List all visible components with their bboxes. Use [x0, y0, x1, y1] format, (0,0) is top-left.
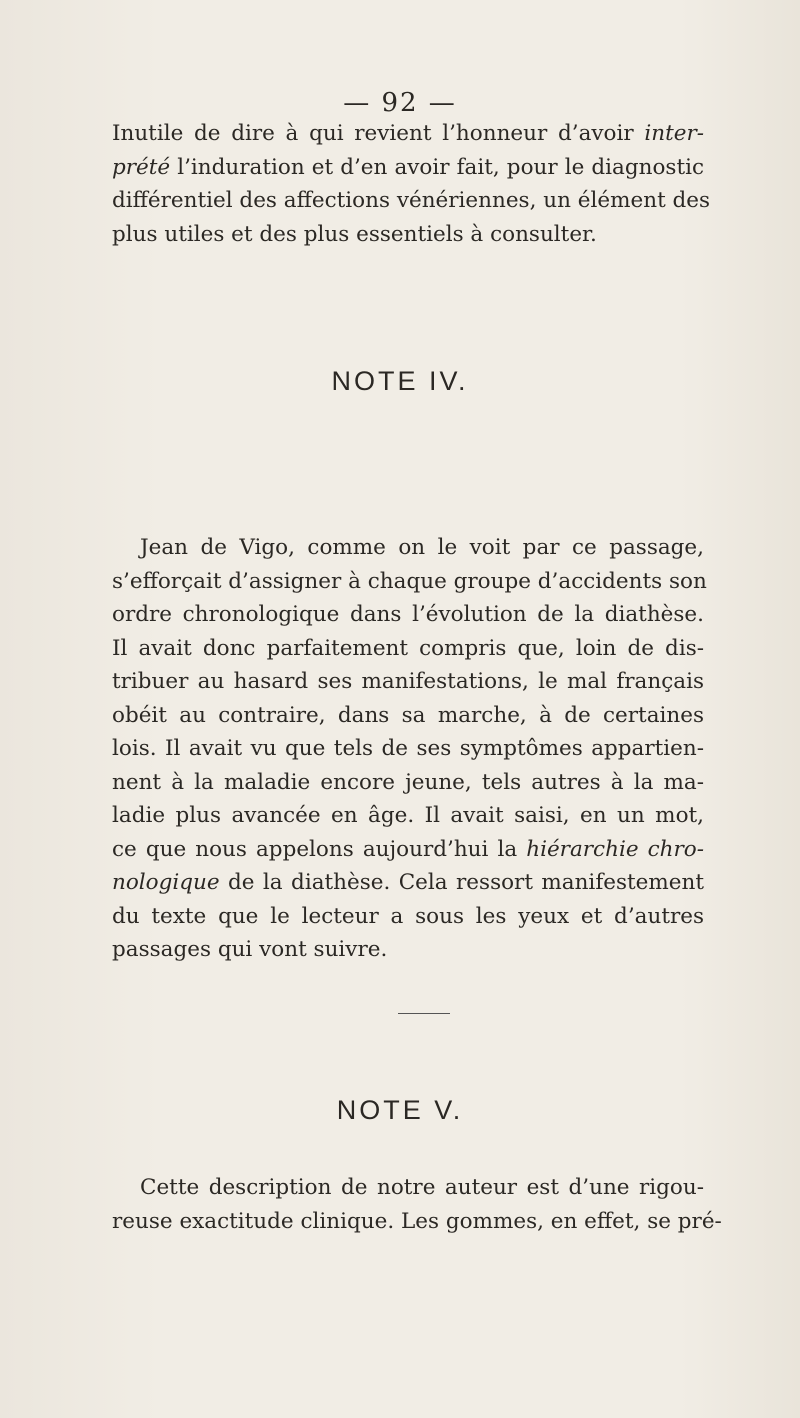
text-line: ladie plus avancée en âge. Il avait saisi, en un mot,: [112, 803, 704, 828]
text-line: prété l’induration et d’en avoir fait, pour le diagnostic: [112, 154, 704, 180]
text-line: plus utiles et des plus essentiels à consulter.: [112, 221, 597, 247]
text-line: nologique de la diathèse. Cela ressort manifestement: [112, 870, 704, 895]
text-line: s’efforçait d’assigner à chaque groupe d’accidents son: [112, 568, 707, 594]
page-number: — 92 —: [343, 88, 457, 118]
section-heading-note-v: NOTE V.: [336, 1095, 464, 1125]
paragraph-intro: [112, 117, 711, 251]
text-line: ordre chronologique dans l’évolution de la diathèse.: [112, 602, 704, 627]
paragraph-note-v: [112, 1171, 722, 1238]
text-line: nent à la maladie encore jeune, tels autres à la ma-: [112, 769, 704, 795]
text-line: reuse exactitude clinique. Les gommes, en effet, se pré-: [112, 1208, 722, 1234]
text-line: obéit au contraire, dans sa marche, à de certaines: [112, 702, 704, 728]
text-line: Cette description de notre auteur est d’une rigou-: [140, 1175, 704, 1200]
text-line: Inutile de dire à qui revient l’honneur d’avoir inter-: [112, 121, 704, 146]
text-line: passages qui vont suivre.: [112, 937, 388, 962]
text-line: Il avait donc parfaitement compris que, loin de dis-: [112, 635, 704, 661]
section-heading-note-iv: NOTE IV.: [331, 366, 469, 396]
section-divider: [398, 1013, 450, 1014]
text-line: ce que nous appelons aujourd’hui la hiérarchie chro-: [112, 836, 704, 862]
text-line: lois. Il avait vu que tels de ses symptômes appartien-: [112, 736, 704, 761]
text-line: différentiel des affections vénériennes, un élément des: [112, 188, 711, 213]
text-line: du texte que le lecteur a sous les yeux et d’autres: [112, 903, 704, 929]
text-line: Jean de Vigo, comme on le voit par ce passage,: [140, 535, 704, 560]
paragraph-note-iv: [112, 531, 707, 967]
text-line: tribuer au hasard ses manifestations, le mal français: [112, 669, 704, 694]
